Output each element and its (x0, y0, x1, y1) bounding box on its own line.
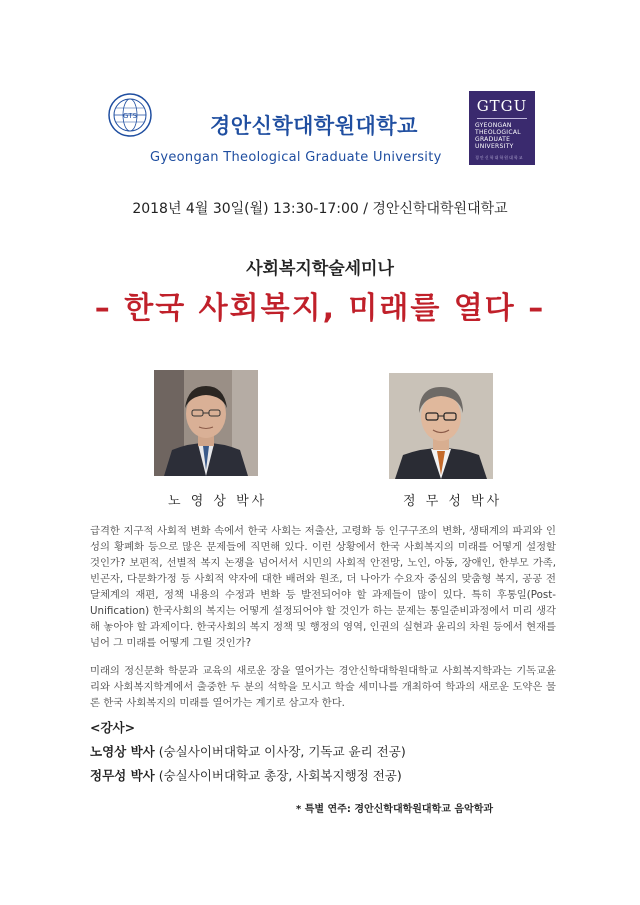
gtgu-line-1: GYEONGAN (475, 122, 512, 129)
presenter-photo-2 (389, 373, 493, 479)
special-performance-note: * 특별 연주: 경안신학대학원대학교 음악학과 (296, 804, 494, 815)
gtgu-divider (477, 118, 527, 119)
gtgu-line-4: UNIVERSITY (475, 143, 514, 150)
speaker-entry-2 (90, 766, 402, 784)
university-name-korean: 경안신학대학원대학교 (210, 114, 418, 138)
speaker-name-2: 정무성 박사 (90, 768, 155, 783)
gtgu-korean-name: 경안신학대학원대학교 (475, 155, 524, 160)
speaker-name-1: 노영상 박사 (90, 744, 155, 759)
seminar-introduction (90, 523, 556, 723)
seal-text: GTS (123, 112, 137, 120)
speakers-heading: <강사> (90, 720, 136, 735)
presenter-photo-1 (154, 370, 258, 476)
event-date-line: 2018년 4월 30일(월) 13:30-17:00 / 경안신학대학원대학교 (132, 201, 508, 217)
gtgu-abbr: GTGU (476, 97, 528, 115)
seminar-title: 사회복지학술세미나 (246, 259, 394, 279)
speaker-detail-1: (숭실사이버대학교 이사장, 기독교 윤리 전공) (158, 744, 406, 759)
university-name-english: Gyeongan Theological Graduate University (150, 150, 442, 165)
presenter-caption-1: 노 영 상 박사 (168, 494, 268, 509)
seminar-subtitle: – 한국 사회복지, 미래를 열다 – (94, 291, 546, 326)
intro-paragraph-2: 미래의 정신문화 학문과 교육의 새로운 장을 열어가는 경안신학대학원대학교 사회복지학과는 기독교윤리와 사회복지학계에서 출중한 두 분의 석학을 모시고 학술 세미나를 개최하여 학과의 새로운 도약은 물론 한국 사회복지의 미래를 열어가는 계기로 삼고자 한다. (90, 665, 556, 709)
gtgu-full-name (475, 122, 531, 150)
speaker-detail-2: (숭실사이버대학교 총장, 사회복지행정 전공) (158, 768, 402, 783)
speaker-entry-1 (90, 742, 406, 760)
university-seal-logo (108, 93, 152, 137)
gtgu-line-2: THEOLOGICAL (475, 129, 521, 136)
intro-paragraph-1: 급격한 지구적 사회적 변화 속에서 한국 사회는 저출산, 고령화 등 인구구조의 변화, 생태계의 파괴와 인성의 황폐화 등으로 많은 문제들에 직면해 있다. 이런 상황에서 한국 사회복지의 미래를 어떻게 설정할 것인가? 보편적, 선별적 복지 논쟁을 넘어서서 시민의 사회적 안전망, 노인, 아동, 장애인, 한부모 가족, 빈곤자, 다문화가정 등 사회적 약자에 대한 배려와 원조, 더 나아가 수요자 중심의 맞춤형 복지, 공공 전달체계의 재편, 정책 내용의 수정과 변화 등 발전되어야 할 과제들이 많이 있다. 특히 후통일(Post-Unification) 한국사회의 복지는 어떻게 설정되어야 할 것인가 하는 문제는 통일준비과정에서 미리 생각해 놓아야 할 과제이다. 한국사회의 복지 정책 및 행정의 영역, 인권의 실현과 윤리의 차원 등에서 현재를 넘어 그 미래를 어떻게 그릴 것인가? (90, 525, 556, 649)
gtgu-logo (469, 91, 535, 165)
gtgu-line-3: GRADUATE (475, 136, 511, 143)
presenter-caption-2: 정 무 성 박사 (403, 494, 503, 509)
